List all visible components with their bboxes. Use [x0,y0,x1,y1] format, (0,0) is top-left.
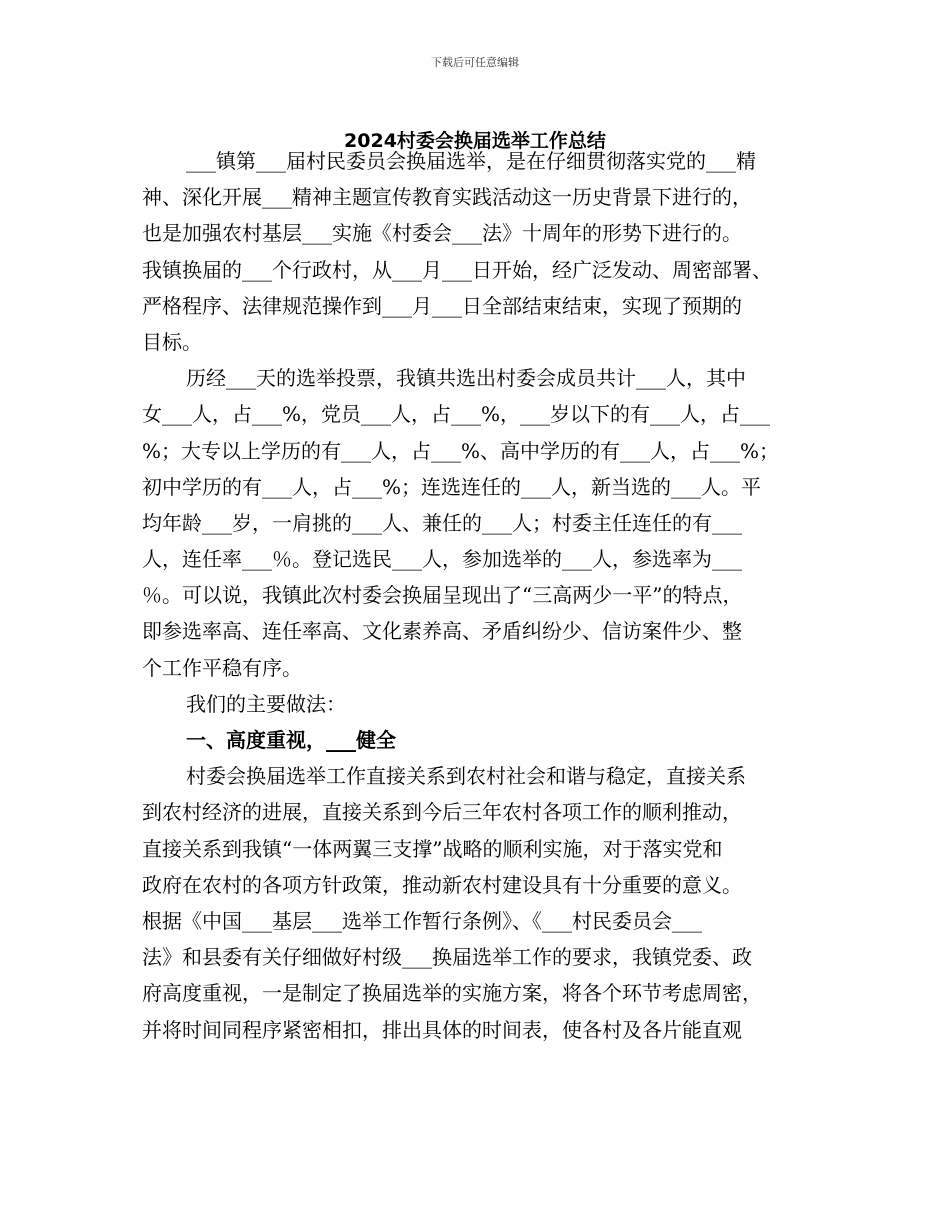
header-note: 下载后可任意编辑 [431,56,519,69]
text-line: 直接关系到我镇“一体两翼三支撑”战略的顺利实施，对于落实党和 [142,836,723,861]
text-line: ％。可以说，我镇此次村委会换届呈现出了“三高两少一平”的特点， [142,583,743,608]
text-line: 女___人，占___%，党员___人，占___%，___岁以下的有___人，占___ [142,402,771,427]
text-line: 法》和县委有关仔细做好村级___换届选举工作的要求，我镇党委、政 [142,945,752,970]
text-line: 严格程序、法律规范操作到___月___日全部结束结束，实现了预期的 [142,293,742,318]
text-line: 府高度重视，一是制定了换届选举的实施方案，将各个环节考虑周密， [142,981,762,1006]
text-line: 到农村经济的进展，直接关系到今后三年农村各项工作的顺利推动， [142,800,742,825]
text-line: 我镇换届的___个行政村，从___月___日开始，经广泛发动、周密部署、 [142,257,772,282]
text-line: 目标。 [142,329,202,354]
text-line: ___镇第___届村民委员会换届选举，是在仔细贯彻落实党的___精 [186,149,756,173]
paragraph [142,143,814,360]
text-line: 我们的主要做法： [186,691,346,716]
text-line: 个工作平稳有序。 [142,655,302,680]
text-line: 也是加强农村基层___实施《村委会___法》十周年的形势下进行的。 [142,221,742,246]
paragraph [142,758,814,1048]
text-line: 村委会换届选举工作直接关系到农村社会和谐与稳定，直接关系 [186,764,746,789]
text-line: 历经___天的选举投票，我镇共选出村委会成员共计___人，其中 [186,366,746,391]
text-line: 人，连任率___％。登记选民___人，参加选举的___人，参选率为___ [142,547,742,572]
text-line: 均年龄___岁，一肩挑的___人、兼任的___人；村委主任连任的有___ [142,510,742,535]
document-title: 2024村委会换届选举工作总结 [344,130,606,152]
text-line: %；大专以上学历的有___人，占___%、高中学历的有___人，占___%； [142,438,780,463]
text-line: 初中学历的有___人，占___%；连选连任的___人，新当选的___人。平 [142,474,762,499]
text-line: 神、深化开展___精神主题宣传教育实践活动这一历史背景下进行的， [142,185,752,210]
text-line: 并将时间同程序紧密相扣，排出具体的时间表，使各村及各片能直观 [142,1017,742,1042]
text-line: 政府在农村的各项方针政策，推动新农村建设具有十分重要的意义。 [142,872,742,897]
text-line: 即参选率高、连任率高、文化素养高、矛盾纠纷少、信访案件少、整 [142,619,742,644]
paragraph [142,686,814,722]
paragraph [142,360,814,686]
document-body [142,143,814,1048]
text-line: 根据《中国___基层___选举工作暂行条例》、《___村民委员会___ [142,908,702,933]
text-line: 一、高度重视，___健全 [186,728,396,752]
section-heading [142,722,814,758]
